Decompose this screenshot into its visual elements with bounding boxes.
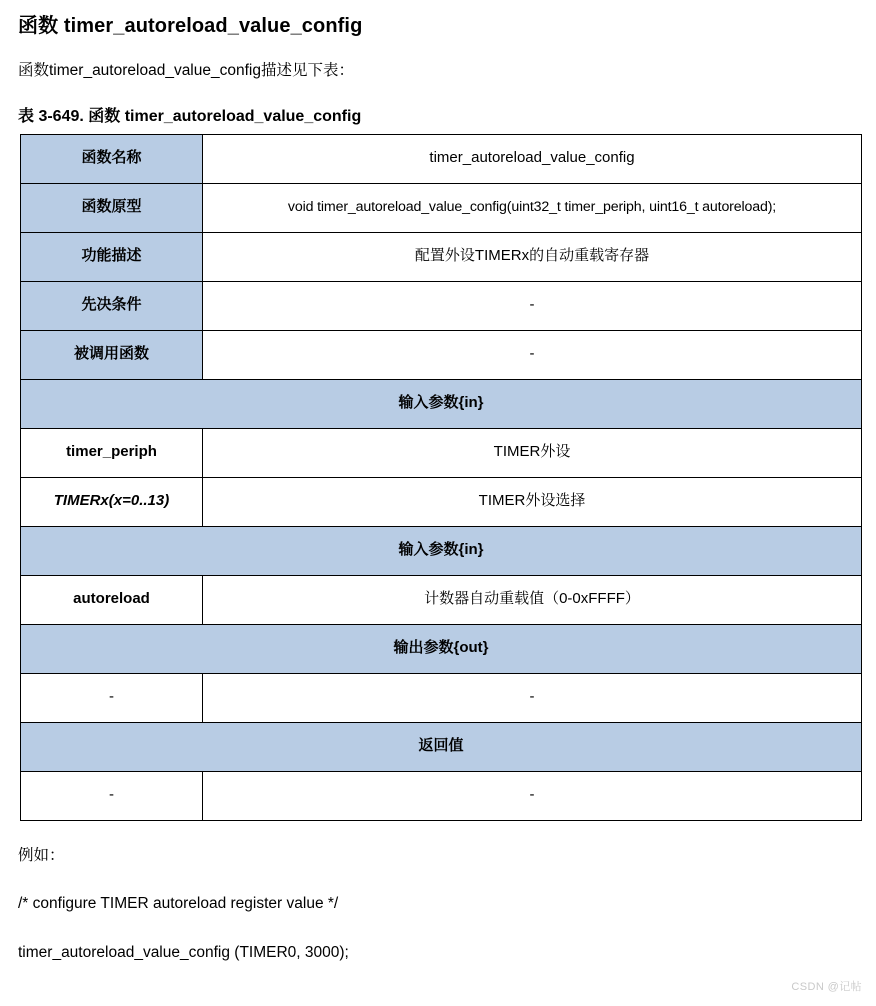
row-label-precondition: 先决条件 <box>21 281 203 330</box>
table-row <box>21 428 862 477</box>
table-row <box>21 330 862 379</box>
section-header-return-value: 返回值 <box>21 722 862 771</box>
table-row <box>21 771 862 820</box>
row-value-called-functions: - <box>203 330 862 379</box>
row-value-function-name: timer_autoreload_value_config <box>203 134 862 183</box>
table-section-row <box>21 624 862 673</box>
table-section-row <box>21 722 862 771</box>
param-name-autoreload: autoreload <box>21 575 203 624</box>
example-intro: 例如： <box>18 846 65 864</box>
row-label-function-name: 函数名称 <box>21 134 203 183</box>
csdn-watermark: CSDN @记帖 <box>791 981 862 993</box>
row-value-description: 配置外设TIMERx的自动重载寄存器 <box>203 232 862 281</box>
function-description-table <box>20 134 862 821</box>
output-param-desc: - <box>203 673 862 722</box>
section-header-output-params: 输出参数{out} <box>21 624 862 673</box>
param-name-timerx-range: TIMERx(x=0..13) <box>21 477 203 526</box>
row-value-precondition: - <box>203 281 862 330</box>
table-row <box>21 673 862 722</box>
section-header-input-params-2: 输入参数{in} <box>21 526 862 575</box>
table-section-row <box>21 526 862 575</box>
param-desc-autoreload: 计数器自动重载值（0-0xFFFF） <box>203 575 862 624</box>
table-row <box>21 232 862 281</box>
page-title: 函数 timer_autoreload_value_config <box>18 15 363 37</box>
output-param-name: - <box>21 673 203 722</box>
param-desc-timerx-range: TIMER外设选择 <box>203 477 862 526</box>
row-label-description: 功能描述 <box>21 232 203 281</box>
table-row <box>21 477 862 526</box>
param-name-timer-periph: timer_periph <box>21 428 203 477</box>
return-value-desc: - <box>203 771 862 820</box>
table-caption: 表 3-649. 函数 timer_autoreload_value_config <box>18 107 362 125</box>
table-row <box>21 134 862 183</box>
section-header-input-params-1: 输入参数{in} <box>21 379 862 428</box>
row-label-prototype: 函数原型 <box>21 183 203 232</box>
param-desc-timer-periph: TIMER外设 <box>203 428 862 477</box>
table-section-row <box>21 379 862 428</box>
intro-paragraph: 函数timer_autoreload_value_config描述见下表： <box>18 62 354 79</box>
row-label-called-functions: 被调用函数 <box>21 330 203 379</box>
example-comment: /* configure TIMER autoreload register value */ <box>18 895 339 913</box>
table-row <box>21 183 862 232</box>
example-code: timer_autoreload_value_config (TIMER0, 3000); <box>18 943 349 961</box>
return-value-name: - <box>21 771 203 820</box>
row-value-prototype: void timer_autoreload_value_config(uint32_t timer_periph, uint16_t autoreload); <box>203 183 862 232</box>
table-row <box>21 575 862 624</box>
table-row <box>21 281 862 330</box>
table-body <box>21 134 862 820</box>
